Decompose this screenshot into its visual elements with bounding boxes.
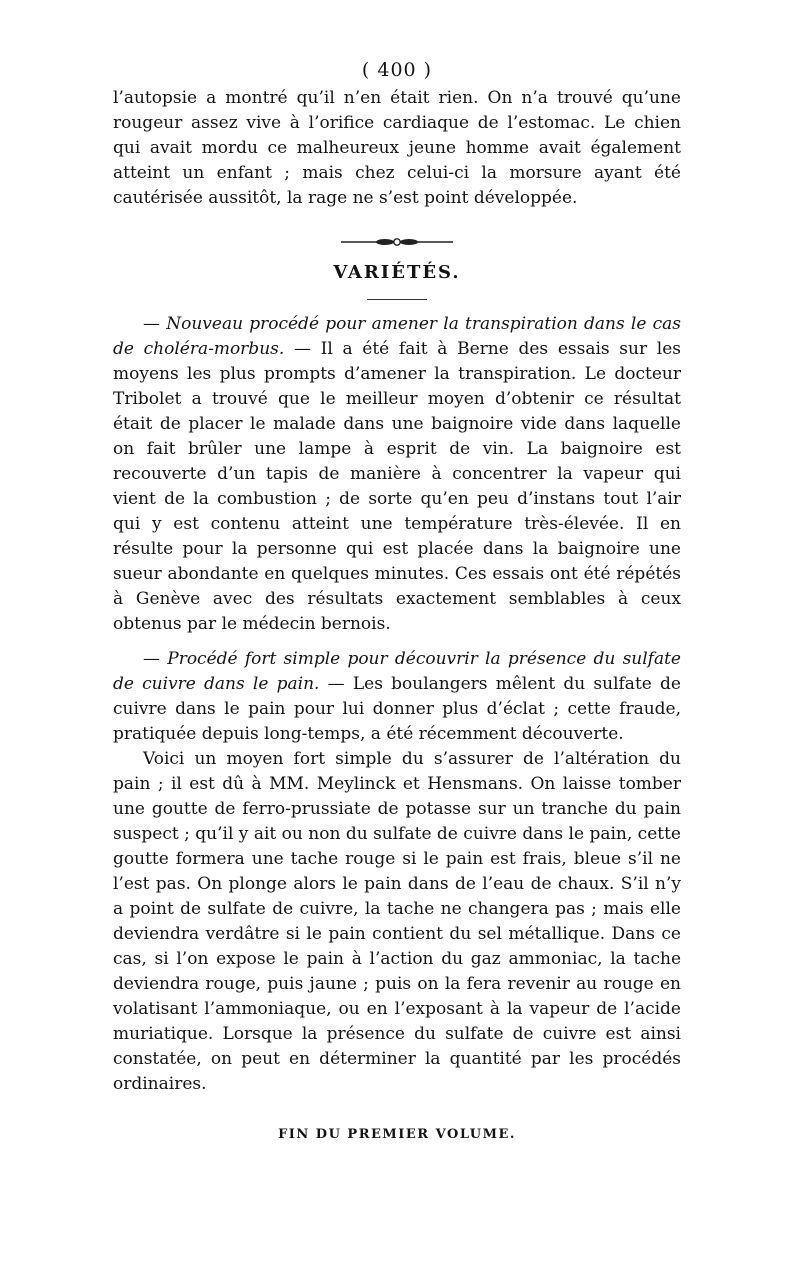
article-2-dash: — [143,649,168,669]
article-2-title: Procédé fort simple pour découvrir la présence du sulfate de cuivre dans le pain. [113,649,681,694]
article-2-body: — Les boulangers mêlent du sulfate de cuivre dans le pain pour lui donner plus d’éclat ; cette fraude, pratiquée depuis long-temps, a été récemment découverte. [113,674,681,744]
article-1-body: — Il a été fait à Berne des essais sur les moyens les plus prompts d’amener la transpiration. Le docteur Tribolet a trouvé que le meilleur moyen d’obtenir ce résultat était de placer le malade dans une baignoire vide dans laquelle on fait brûler une lampe à esprit de vin. La baignoire est recouverte d’un tapis de manière à concentrer la vapeur qui vient de la combustion ; de sorte qu’en peu d’instans tout l’air qui y est contenu atteint une température très-élevée. Il en résulte pour la personne qui est placée dans la baignoire une sueur abondante en quelques minutes. Ces essais ont été répétés à Genève avec des résultats exactement semblables à ceux obtenus par le médecin bernois. [113,339,681,634]
article-2 [113,647,681,747]
book-page [113,56,681,1142]
section-title: VARIÉTÉS. [333,262,461,283]
article-1-dash: — [143,314,167,334]
article-1-title: Nouveau procédé pour amener la transpiration dans le cas de choléra-morbus. [113,314,682,359]
title-rule [367,299,427,300]
article-1 [113,312,681,637]
final-paragraph: Voici un moyen fort simple du s’assurer de l’altération du pain ; il est dû à MM. Meylinck et Hensmans. On laisse tomber une goutte de ferro-prussiate de potasse sur un tranche du pain suspect ; qu’il y ait ou non du sulfate de cuivre dans le pain, cette goutte formera une tache rouge si le pain est frais, bleue s’il ne l’est pas. On plonge alors le pain dans de l’eau de chaux. S’il n’y a point de sulfate de cuivre, la tache ne changera pas ; mais elle deviendra verdâtre si le pain contient du sel métallique. Dans ce cas, si l’on expose le pain à l’action du gaz ammoniac, la tache deviendra rouge, puis jaune ; puis on la fera revenir au rouge en volatisant l’ammoniaque, ou en l’exposant à la vapeur de l’acide muriatique. Lorsque la présence du sulfate de cuivre est ainsi constatée, on peut en déterminer la quantité par les procédés ordinaires. [113,749,681,1094]
end-of-volume-mark: FIN DU PREMIER VOLUME. [278,1127,516,1142]
intro-paragraph: l’autopsie a montré qu’il n’en était rien. On n’a trouvé qu’une rougeur assez vive à l’orifice cardiaque de l’estomac. Le chien qui avait mordu ce malheureux jeune homme avait également atteint un enfant ; mais chez celui-ci la morsure ayant été cautérisée aussitôt, la rage ne s’est point développée. [113,88,681,208]
page-number: ( 400 ) [361,59,433,81]
section-body [113,312,681,1097]
ornament-divider [341,237,453,247]
